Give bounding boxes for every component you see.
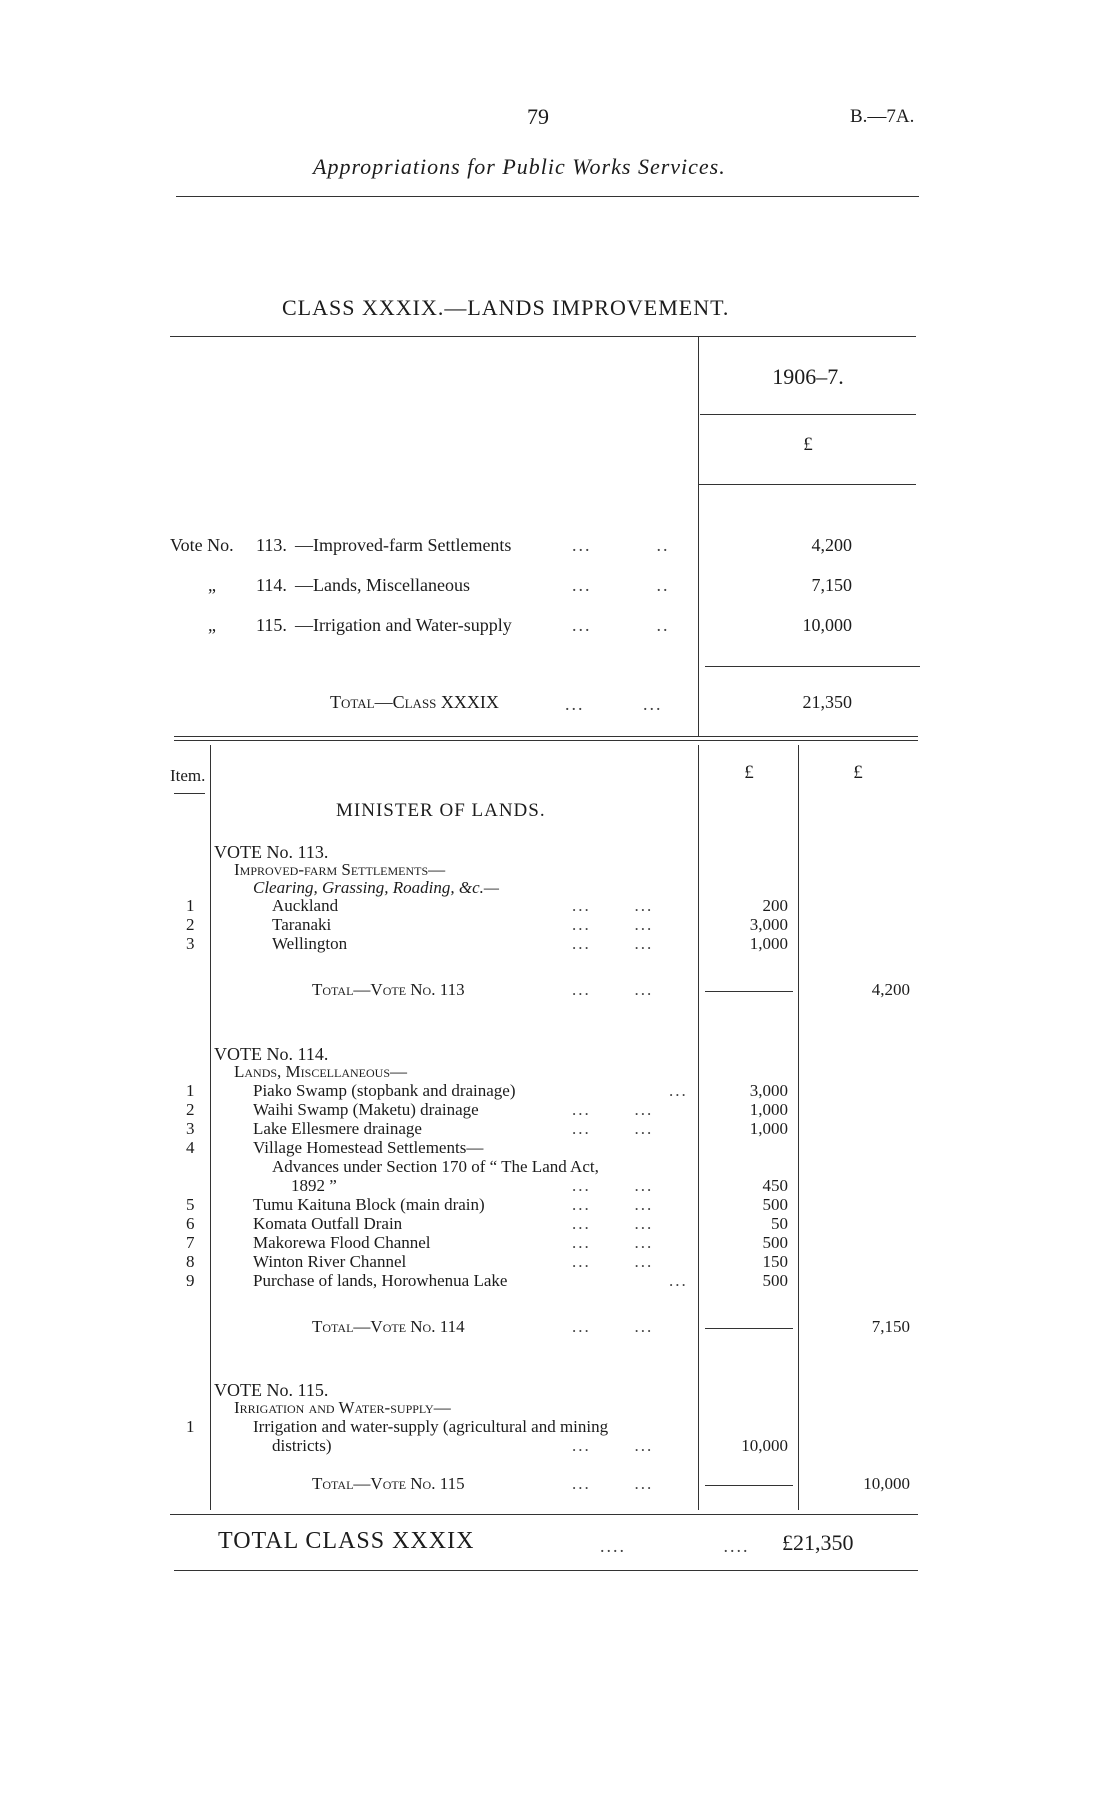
item-number: 1 [186,1081,195,1100]
item-amount: 50 [771,1214,788,1233]
vote-total-amount: 4,200 [871,980,910,999]
item-label: Tumu Kaituna Block (main drain) [253,1195,485,1214]
item-number: 8 [186,1252,195,1271]
item-amount: 1,000 [749,1100,788,1119]
header-rule [176,196,919,197]
vote-total-label: Total—Vote No. 114 [312,1317,465,1336]
vote-subtitle: Lands, Miscellaneous— [234,1062,408,1081]
summary-total-amount: 21,350 [802,692,852,712]
vote-prefix: Vote No. [170,535,234,555]
vote-subtitle: Irrigation and Water-supply— [234,1398,451,1417]
item-amount: 1,000 [749,934,788,953]
summary-total-label: Total—Class XXXIX [330,692,499,712]
item-amount: 500 [762,1233,788,1252]
item-amount: 450 [762,1176,788,1195]
vote-label: —Irrigation and Water-supply [295,615,512,635]
vote-subheading: Clearing, Grassing, Roading, &c.— [253,878,500,897]
vote-amount: 10,000 [802,615,852,635]
vote-label: —Lands, Miscellaneous [295,575,470,595]
vote-total-amount: 10,000 [863,1474,910,1493]
item-label: Winton River Channel [253,1252,407,1271]
item-label: Wellington [272,934,348,953]
item-label: Irrigation and water-supply (agricultural and mining [253,1417,609,1436]
vote-subtitle: Improved-farm Settlements— [234,860,446,879]
minister-heading: MINISTER OF LANDS. [336,800,546,821]
item-amount: 3,000 [749,915,788,934]
vote-number: 115. [256,615,287,635]
page-subtitle: Appropriations for Public Works Services. [313,154,726,179]
vote-total-amount: 7,150 [871,1317,910,1336]
summary-currency: £ [803,434,813,455]
item-amount: 500 [762,1195,788,1214]
grand-total-label: TOTAL CLASS XXXIX [218,1528,475,1554]
item-number: 3 [186,934,195,953]
item-amount: 200 [762,896,788,915]
item-number: 2 [186,1100,195,1119]
item-label: Waihi Swamp (Maketu) drainage [253,1100,479,1119]
vote-number: 113. [256,535,287,555]
class-title: CLASS XXXIX.—LANDS IMPROVEMENT. [282,295,730,320]
vote-number: 114. [256,575,287,595]
vote-label: —Improved-farm Settlements [295,535,512,555]
item-amount: 10,000 [741,1436,788,1455]
totals-currency-header: £ [853,762,863,783]
item-number: 3 [186,1119,195,1138]
vote-amount: 7,150 [811,575,852,595]
item-number: 4 [186,1138,195,1157]
item-label: Taranaki [272,915,332,934]
item-number: 9 [186,1271,195,1290]
item-amount: 150 [762,1252,788,1271]
item-amount: 1,000 [749,1119,788,1138]
item-label-line2: Advances under Section 170 of “ The Land Act, [272,1157,599,1176]
item-label: Lake Ellesmere drainage [253,1119,422,1138]
vote-title: VOTE No. 115. [214,1380,329,1400]
item-number: 1 [186,896,195,915]
item-label: Piako Swamp (stopbank and drainage) [253,1081,516,1100]
item-amount: 500 [762,1271,788,1290]
item-number: 6 [186,1214,195,1233]
item-column-header: Item. [170,766,206,785]
page-number: 79 [527,104,549,129]
item-number: 1 [186,1417,195,1436]
item-label: Purchase of lands, Horowhenua Lake [253,1271,508,1290]
item-number: 7 [186,1233,195,1252]
document-reference: B.—7A. [850,106,915,127]
items-currency-header: £ [744,762,754,783]
item-number: 2 [186,915,195,934]
vote-prefix: „ [208,575,216,595]
vote-total-label: Total—Vote No. 113 [312,980,465,999]
item-label-line2: districts) [272,1436,332,1455]
summary-year-header: 1906–7. [772,364,844,389]
item-amount: 3,000 [749,1081,788,1100]
vote-amount: 4,200 [811,535,852,555]
vote-title: VOTE No. 114. [214,1044,329,1064]
item-label: Komata Outfall Drain [253,1214,403,1233]
grand-total-amount: £21,350 [782,1530,854,1555]
item-label: Auckland [272,896,339,915]
item-number: 5 [186,1195,195,1214]
vote-title: VOTE No. 113. [214,842,329,862]
item-label-line3: 1892 ” [291,1176,337,1195]
vote-prefix: „ [208,615,216,635]
item-label: Village Homestead Settlements— [253,1138,484,1157]
item-label: Makorewa Flood Channel [253,1233,431,1252]
vote-total-label: Total—Vote No. 115 [312,1474,465,1493]
